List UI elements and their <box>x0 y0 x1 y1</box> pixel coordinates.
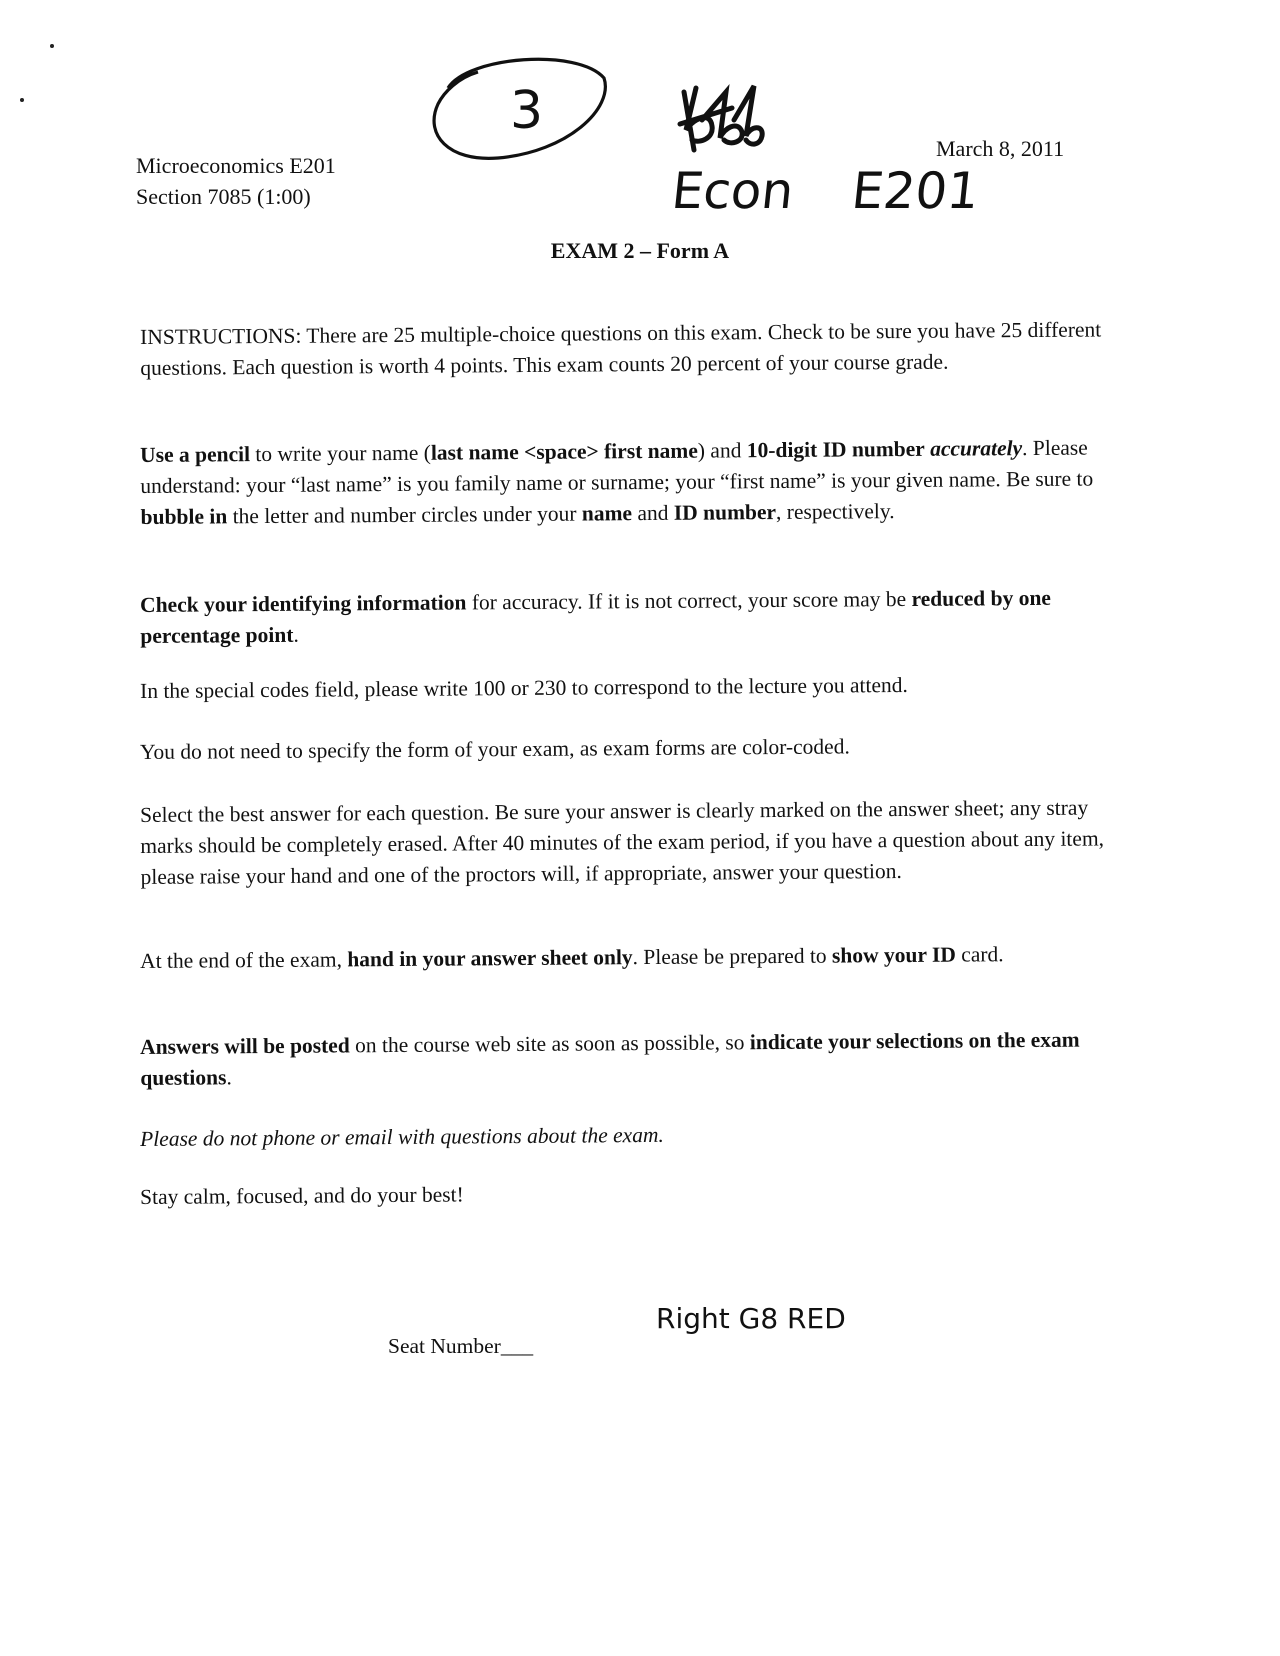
circled-number: 3 <box>510 81 544 141</box>
seat-number-field: Seat Number___ <box>388 1334 534 1358</box>
instructions-paragraph-4: In the special codes field, please write 100 or 230 to correspond to the lecture you attend. <box>140 672 908 703</box>
instructions-paragraph-10: Stay calm, focused, and do your best! <box>140 1182 464 1209</box>
handwritten-course-code: E201 <box>848 162 983 220</box>
instructions-paragraph-3: Check your identifying information for accuracy. If it is not correct, your score may be reduced by one percentage point. <box>140 585 1052 648</box>
instructions-paragraph-2: Use a pencil to write your name (last name <space> first name) and 10-digit ID number accurately. Please understand: your “last name” is you family name or surname; your “first name” is your given name. Be sure to bubble in the letter and number circles under your name and ID number, respectively. <box>140 435 1094 529</box>
instructions-paragraph-6: Select the best answer for each question. Be sure your answer is clearly marked on the answer sheet; any stray marks should be completely erased. After 40 minutes of the exam period, if you have a question about any item, please raise your hand and one of the proctors will, if appropriate, answer your question. <box>140 795 1105 889</box>
handwritten-econ: Econ <box>668 162 797 220</box>
instructions-paragraph-8: Answers will be posted on the course web site as soon as possible, so indicate your selections on the exam questions. <box>140 1027 1080 1090</box>
course-name: Microeconomics E201 <box>136 153 336 178</box>
hand-drawn-circle-icon <box>428 48 612 166</box>
exam-date: March 8, 2011 <box>936 136 1065 161</box>
instructions-paragraph-9: Please do not phone or email with questions about the exam. <box>140 1122 664 1151</box>
instructions-paragraph-1: INSTRUCTIONS: There are 25 multiple-choice questions on this exam. Check to be sure you have 25 different questions. Each question is worth 4 points. This exam counts 20 percent of your course grade. <box>140 317 1102 380</box>
instructions-paragraph-5: You do not need to specify the form of your exam, as exam forms are color-coded. <box>140 734 850 764</box>
handwritten-scribble <box>672 80 768 165</box>
circled-number-handwriting <box>428 48 612 171</box>
course-info <box>136 150 336 212</box>
course-section: Section 7085 (1:00) <box>136 184 311 209</box>
exam-title: EXAM 2 – Form A <box>550 238 730 263</box>
form-stamp: Right G8 RED <box>656 1302 846 1335</box>
instructions-paragraph-7: At the end of the exam, hand in your answer sheet only. Please be prepared to show your ID card. <box>140 942 1004 973</box>
stray-mark <box>50 44 54 48</box>
stray-mark <box>20 98 24 102</box>
scribble-icon <box>672 80 768 160</box>
